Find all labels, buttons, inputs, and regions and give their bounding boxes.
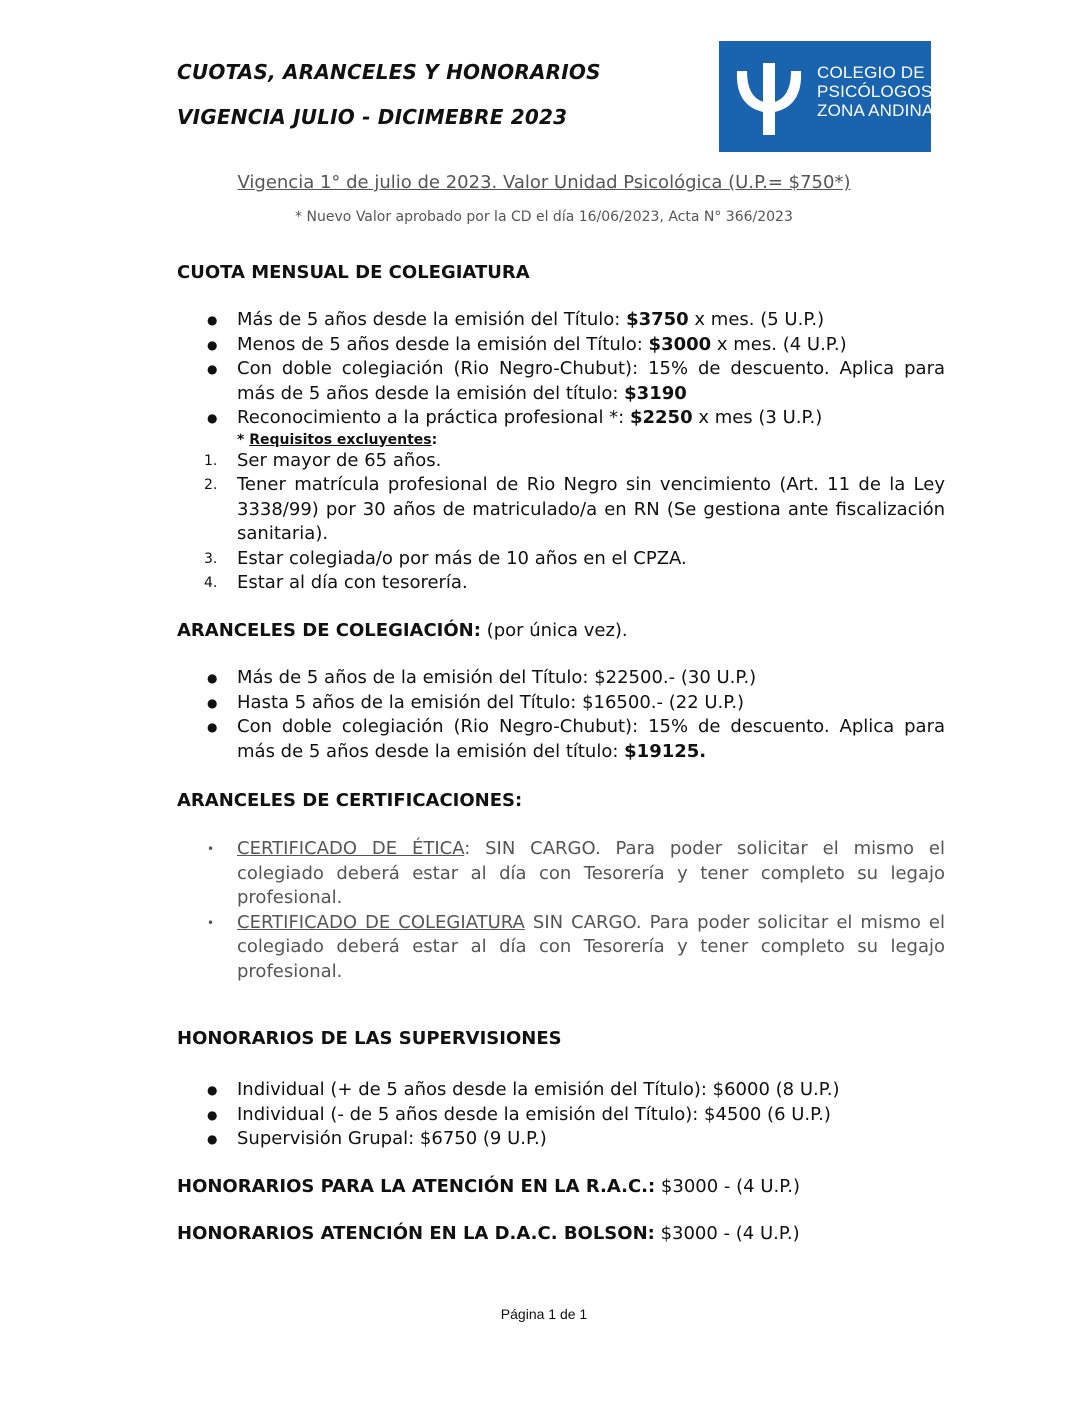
list-item: ● Menos de 5 años desde la emisión del Título: $3000 x mes. (4 U.P.) [207,333,847,355]
honorarios-rac: HONORARIOS PARA LA ATENCIÓN EN LA R.A.C.: $3000 - (4 U.P.) [177,1176,801,1197]
heading-cuota: CUOTA MENSUAL DE COLEGIATURA [177,262,530,283]
logo-line-3: ZONA ANDINA [817,101,934,120]
requisito-item: 4. Estar al día con tesorería. [204,572,468,593]
requisitos-label: * Requisitos excluyentes: [237,431,438,448]
list-item: ● Con doble colegiación (Rio Negro-Chubut): 15% de descuento. Aplica para más de 5 años desde la emisión del título: $3190 [207,358,945,404]
requisito-item: 2. Tener matrícula profesional de Rio Negro sin vencimiento (Art. 11 de la Ley 3338/99) por 30 años de matriculado/a en RN (Se gestiona ante fiscalización sanitaria). [204,474,945,544]
logo-line-2: PSICÓLOGOS [817,82,933,101]
heading-supervisiones: HONORARIOS DE LAS SUPERVISIONES [177,1028,562,1049]
logo-line-1: COLEGIO DE [817,63,925,82]
list-item: ● Más de 5 años desde la emisión del Título: $3750 x mes. (5 U.P.) [207,309,825,330]
nota-valor: * Nuevo Valor aprobado por la CD el día 16/06/2023, Acta N° 366/2023 [295,209,793,225]
list-item: ● Con doble colegiación (Rio Negro-Chubut): 15% de descuento. Aplica para más de 5 años desde la emisión del título: $19125. [207,716,945,762]
list-item: ● Reconocimiento a la práctica profesional *: $2250 x mes (3 U.P.) [207,407,823,428]
colegio-logo [719,41,934,152]
list-item: • CERTIFICADO DE COLEGIATURA SIN CARGO. Para poder solicitar el mismo el colegiado deberá estar al día con Tesorería y tener completo su legajo profesional. [207,911,945,982]
list-item: ● Individual (+ de 5 años desde la emisión del Título): $6000 (8 U.P.) [207,1079,840,1100]
list-item: • CERTIFICADO DE ÉTICA: SIN CARGO. Para poder solicitar el mismo el colegiado deberá estar al día con Tesorería y tener completo su legajo profesional. [207,838,945,908]
heading-aranceles-colegiacion: ARANCELES DE COLEGIACIÓN: (por única vez). [177,620,628,641]
requisito-item: 3. Estar colegiada/o por más de 10 años en el CPZA. [204,547,687,569]
psi-icon [729,63,809,135]
certificado-colegiatura-link[interactable]: CERTIFICADO DE COLEGIATURA [237,911,525,933]
list-item: ● Más de 5 años de la emisión del Título: $22500.- (30 U.P.) [207,667,757,688]
list-item: ● Supervisión Grupal: $6750 (9 U.P.) [207,1128,547,1149]
supervisiones-list [177,1078,945,1152]
list-item: ● Hasta 5 años de la emisión del Título: $16500.- (22 U.P.) [207,691,745,713]
doc-subtitle: VIGENCIA JULIO - DICIMEBRE 2023 [177,105,568,129]
list-item: ● Individual (- de 5 años desde la emisión del Título): $4500 (6 U.P.) [207,1103,831,1125]
requisito-item: 1. Ser mayor de 65 años. [204,449,442,471]
certificado-etica-link[interactable]: CERTIFICADO DE ÉTICA [237,838,465,859]
cuota-list [177,308,945,596]
doc-title: CUOTAS, ARANCELES Y HONORARIOS [177,60,601,84]
page-number: Página 1 de 1 [500,1306,588,1322]
certificaciones-list [177,837,945,984]
vigencia-line: Vigencia 1° de julio de 2023. Valor Unidad Psicológica (U.P.= $750*) [237,172,851,193]
aranceles-colegiacion-list [177,666,945,764]
heading-aranceles-certificaciones: ARANCELES DE CERTIFICACIONES: [177,790,523,811]
honorarios-dac: HONORARIOS ATENCIÓN EN LA D.A.C. BOLSON: $3000 - (4 U.P.) [177,1223,800,1244]
